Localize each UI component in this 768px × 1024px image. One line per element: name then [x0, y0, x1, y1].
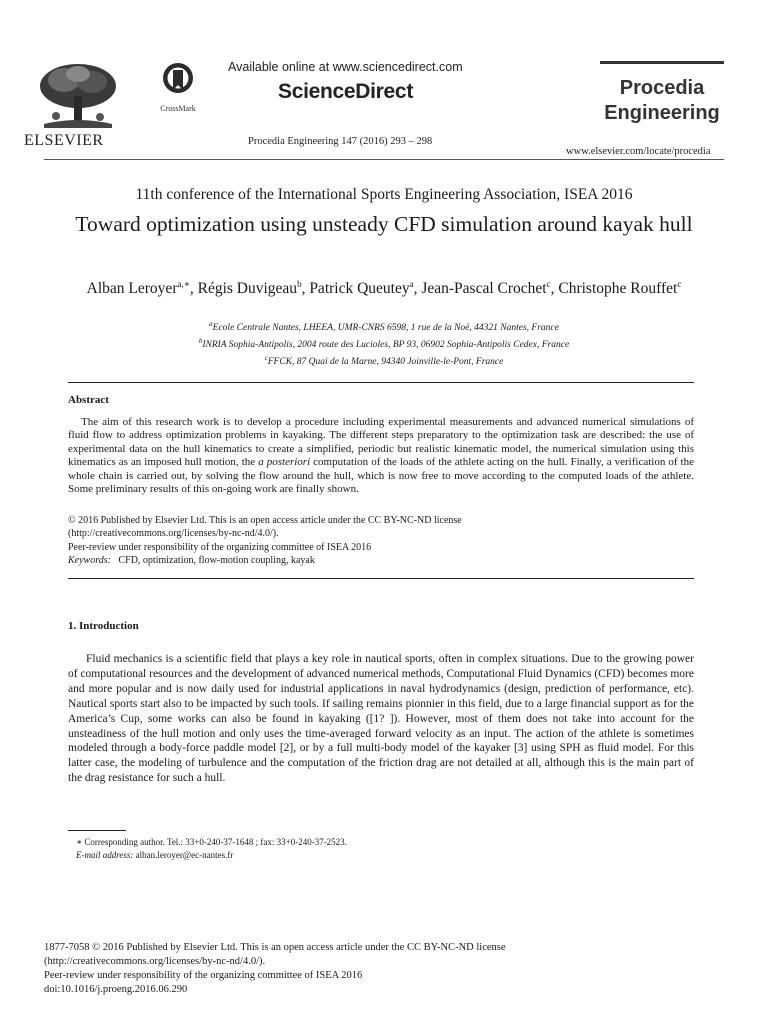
- crossmark-label: CrossMark: [160, 104, 196, 113]
- peer-review-line: Peer-review under responsibility of the organizing committee of ISEA 2016: [68, 541, 372, 553]
- affiliation-list: [60, 318, 708, 369]
- author: Christophe Rouffet$^c$: [558, 279, 682, 298]
- abstract-body: The aim of this research work is to develop a procedure including experimental measurements and advanced numerical simulations of fluid flow to address optimization problems in kayaking. The different steps preparatory to the optimization task are described: the use of experimental data on the hull kinematics to create a simplified, periodic but realistic kinematic model, the numerical simulation using this kinematics as an imposed hull motion, the a posteriori computation of the loads of the athlete acting on the hull. Finally, a verification of the whole chain is carried out, by solving the flow around the hull, which is now free to move according to the computed loads of the athlete. Some preliminary results of this on-going work are finally shown.: [68, 416, 694, 496]
- author: Régis Duvigeau$^b$,: [197, 279, 310, 298]
- doi[interactable]: doi:10.1016/j.proeng.2016.06.290: [44, 984, 188, 995]
- header-divider: [44, 159, 724, 160]
- crossmark-icon: [162, 62, 194, 98]
- email-link[interactable]: alban.leroyer@ec-nantes.fr: [135, 850, 234, 860]
- license-block: [68, 514, 694, 567]
- crossmark-badge[interactable]: [152, 62, 204, 112]
- affiliation: $^b$INRIA Sophia-Antipolis, 2004 route des Lucioles, BP 93, 06902 Sophia-Antipolis Cedex, France: [198, 337, 570, 351]
- journal-reference: Procedia Engineering 147 (2016) 293 – 298: [248, 136, 433, 147]
- affiliation: $^a$Ecole Centrale Nantes, LHEEA, UMR-CNRS 6598, 1 rue de la Noë, 44321 Nantes, France: [209, 320, 559, 334]
- abstract-heading: Abstract: [68, 394, 109, 406]
- sciencedirect-logo[interactable]: ScienceDirect: [278, 80, 414, 103]
- journal-url[interactable]: www.elsevier.com/locate/procedia: [566, 146, 711, 157]
- peer-review-line: Peer-review under responsibility of the organizing committee of ISEA 2016: [44, 970, 363, 981]
- license-line: © 2016 Published by Elsevier Ltd. This is an open access article under the CC BY-NC-ND license: [68, 515, 462, 526]
- procedia-rule: [600, 61, 724, 64]
- journal-name: [600, 76, 724, 126]
- available-online-text[interactable]: Available online at www.sciencedirect.com: [228, 60, 463, 74]
- section-heading: 1. Introduction: [68, 620, 139, 632]
- author-list: [60, 276, 708, 297]
- journal-name-line2: Engineering: [604, 102, 720, 124]
- email-line: E-mail address: alban.leroyer@ec-nantes.fr: [76, 850, 234, 860]
- corresponding-author: ∗ Corresponding author. Tel.: 33+0-240-37-1648 ; fax: 33+0-240-37-2523.: [76, 837, 347, 847]
- abstract-top-rule: [68, 382, 694, 383]
- author: Alban Leroyer$^{a,∗}$,: [86, 279, 198, 298]
- footnote: [76, 836, 347, 862]
- publisher-wordmark: ELSEVIER: [24, 132, 104, 149]
- author: Jean-Pascal Crochet$^c$,: [421, 279, 559, 298]
- issn-license-line: 1877-7058 © 2016 Published by Elsevier Ltd. This is an open access article under the CC BY-NC-ND license: [44, 942, 506, 953]
- footnote-rule: [68, 830, 126, 831]
- introduction-body: Fluid mechanics is a scientific field that plays a key role in nautical sports, often in complex situations. Due to the growing power of computational resources and the development of advanced numerical methods, Computational Fluid Dynamics (CFD) becomes more and more popular and is now daily used for industrial applications in naval hydrodynamics (design, prediction of performance, etc). Nautical sports start also to be impacted by such tools. If sailing remains pionnier in this field, due to a large financial support as for the America’s Cup, some works can also be found in kayaking ([1? ]). However, most of them does not take into account for the unsteadiness of the hull motion and only uses the time-averaged forward velocity as an input. The action of the athlete is sometimes modeled through a body-force paddle model [2], or by a full multi-body model of the kayaker [3] using SPH as fluid model. For this latter case, the modeling of turbulence and the computation of the friction drag are not detailed at all, although this is the main part of the drag resistance for such a hull.: [68, 653, 694, 785]
- elsevier-tree-icon: [34, 60, 122, 130]
- journal-name-line1: Procedia: [619, 77, 705, 99]
- paper-title: Toward optimization using unsteady CFD simulation around kayak hull: [75, 212, 693, 236]
- abstract-bottom-rule: [68, 578, 694, 579]
- keywords: Keywords: CFD, optimization, flow-motion coupling, kayak: [68, 554, 315, 566]
- elsevier-logo: [22, 60, 130, 152]
- license-link[interactable]: (http://creativecommons.org/licenses/by-nc-nd/4.0/).: [68, 528, 279, 540]
- affiliation: $^c$FFCK, 87 Quai de la Marne, 94340 Joinville-le-Pont, France: [264, 354, 504, 368]
- author: Patrick Queutey$^a$,: [309, 279, 422, 298]
- license-link[interactable]: (http://creativecommons.org/licenses/by-nc-nd/4.0/).: [44, 956, 266, 967]
- bottom-license-block: [44, 941, 744, 997]
- conference-name: 11th conference of the International Sports Engineering Association, ISEA 2016: [135, 186, 633, 203]
